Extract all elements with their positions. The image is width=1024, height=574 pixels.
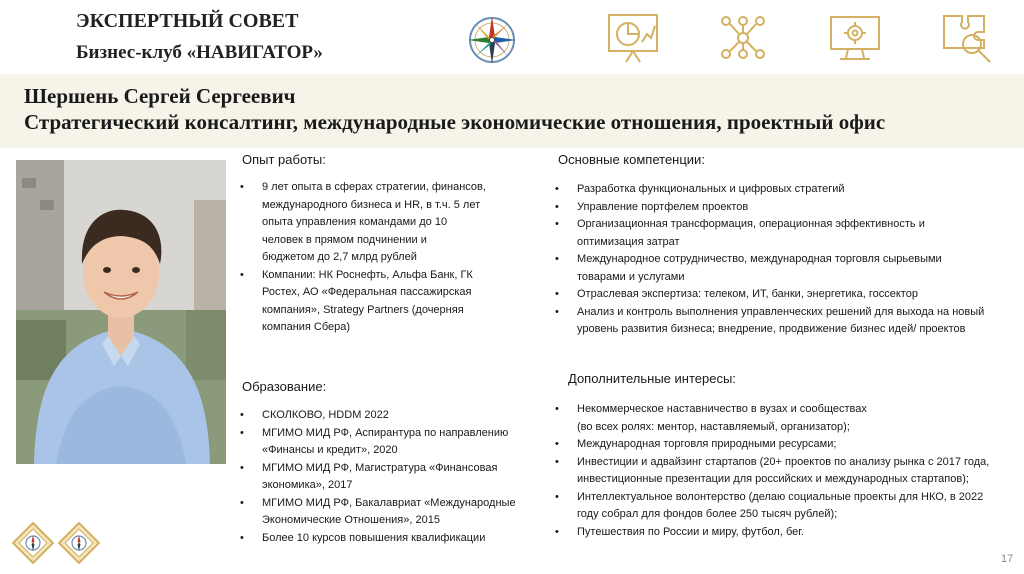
profile-photo-illustration bbox=[16, 160, 226, 464]
interest-item: • Некоммерческое наставничество в вузах и сообществах (во всех ролях: ментор, наставляемый, организатор); bbox=[553, 401, 1013, 436]
education-item: • Более 10 курсов повышения квалификации bbox=[238, 530, 538, 548]
competencies-list bbox=[553, 181, 1013, 339]
competency-item: • Организационная трансформация, операционная эффективность и оптимизация затрат bbox=[553, 216, 1013, 251]
education-list bbox=[238, 407, 538, 547]
header-subtitle: Бизнес-клуб «НАВИГАТОР» bbox=[76, 42, 323, 63]
competency-item: • Разработка функциональных и цифровых стратегий bbox=[553, 181, 1013, 199]
interest-item: • Интеллектуальное волонтерство (делаю социальные проекты для НКО, в 2022 году собрал для фондов более 250 тысяч рублей); bbox=[553, 489, 1013, 524]
interests-list bbox=[553, 401, 1013, 541]
team-network-icon bbox=[716, 12, 770, 64]
competency-item: • Анализ и контроль выполнения управленческих решений для выхода на новый уровень развития бизнеса; внедрение, продвижение бизнес идей/ проектов bbox=[553, 304, 1013, 339]
competency-item: • Международное сотрудничество, международная торговля сырьевыми товарами и услугами bbox=[553, 251, 1013, 286]
interest-item: • Инвестиции и адвайзинг стартапов (20+ проектов по анализу рынка с 2017 года, инвестиционные презентации для российских и международных стартапов); bbox=[553, 454, 1013, 489]
experience-item: • 9 лет опыта в сферах стратегии, финансов, международного бизнеса и HR, в т.ч. 5 лет опыта управления командами до 10 человек в прямом подчинении и бюджетом до 2,7 млрд рублей bbox=[238, 179, 538, 267]
monitor-gear-icon bbox=[828, 12, 882, 64]
profile-photo bbox=[16, 160, 226, 464]
competency-item: • Отраслевая экспертиза: телеком, ИТ, банки, энергетика, госсектор bbox=[553, 286, 1013, 304]
profile-role: Стратегический консалтинг, международные экономические отношения, проектный офис bbox=[24, 110, 886, 134]
competency-item: • Управление портфелем проектов bbox=[553, 199, 1013, 217]
education-item: • СКОЛКОВО, HDDM 2022 bbox=[238, 407, 538, 425]
club-badge-icon bbox=[12, 522, 54, 564]
interest-item: • Международная торговля природными ресурсами; bbox=[553, 436, 1013, 454]
club-badge-icon bbox=[58, 522, 100, 564]
education-item: • МГИМО МИД РФ, Аспирантура по направлению «Финансы и кредит», 2020 bbox=[238, 425, 538, 460]
education-item: • МГИМО МИД РФ, Бакалавриат «Международные Экономические Отношения», 2015 bbox=[238, 495, 538, 530]
page-number: 17 bbox=[1001, 553, 1014, 565]
experience-list bbox=[238, 179, 538, 337]
chart-presentation-icon bbox=[606, 12, 660, 64]
education-heading: Образование: bbox=[242, 379, 327, 394]
education-item: • МГИМО МИД РФ, Магистратура «Финансовая экономика», 2017 bbox=[238, 460, 538, 495]
experience-item: • Компании: НК Роснефть, Альфа Банк, ГК Ростех, АО «Федеральная пассажирская компания», Strategy Partners (дочерняя компания Сбера) bbox=[238, 267, 538, 337]
puzzle-magnifier-icon bbox=[940, 12, 994, 64]
header-title: ЭКСПЕРТНЫЙ СОВЕТ bbox=[76, 10, 299, 32]
interest-item: • Путешествия по России и миру, футбол, бег. bbox=[553, 524, 1013, 542]
competencies-heading: Основные компетенции: bbox=[558, 152, 705, 167]
experience-heading: Опыт работы: bbox=[242, 152, 326, 167]
profile-name: Шершень Сергей Сергеевич bbox=[24, 84, 296, 108]
interests-heading: Дополнительные интересы: bbox=[568, 371, 736, 386]
compass-logo-icon bbox=[466, 14, 518, 66]
